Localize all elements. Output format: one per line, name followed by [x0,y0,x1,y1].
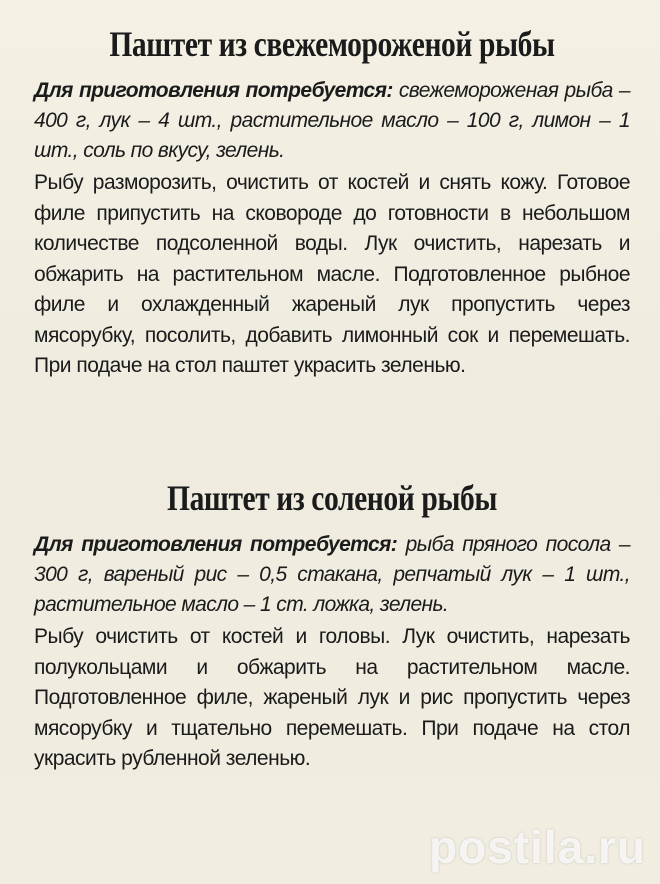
ingredients-paragraph [34,530,630,620]
ingredients-paragraph [34,76,630,166]
method-paragraph: Рыбу очистить от костей и головы. Лук очистить, нарезать полукольцами и обжарить на растительном масле. Подготовленное филе, жареный лук и рис пропустить через мясорубку и тщательно перемешать. При подаче на стол украсить рубленной зеленью. [34,625,630,770]
recipe-salted-fish-pate [34,472,630,775]
method-paragraph: Рыбу разморозить, очистить от костей и снять кожу. Готовое филе припустить на сковороде до готовности в небольшом количестве подсоленной воды. Лук очистить, нарезать и обжарить на растительном масле. Подготовленное рыбное филе и охлажденный жареный лук пропустить через мясорубку, посолить, добавить лимонный сок и перемешать. При подаче на стол паштет украсить зеленью. [34,171,630,377]
ingredients-lead: Для приготовления потребуется: [34,79,393,102]
recipe-fresh-frozen-fish-pate [34,18,630,382]
ingredients-text: свежемороженая рыба – 400 г, лук – 4 шт., растительное масло – 100 г, лимон – 1 шт., соль по вкусу, зелень. [34,79,631,162]
ingredients-text: рыба пряного посола –300 г, вареный рис – 0,5 стакана, репчатый лук – 1 шт., растительное масло – 1 ст. ложка, зелень. [34,533,631,616]
recipe-title: Паштет из соленой рыбы [167,478,497,518]
ingredients-lead: Для приготовления потребуется: [34,533,398,556]
recipe-title: Паштет из свежемороженой рыбы [109,24,555,64]
watermark-logo: postila.ru [428,821,646,873]
